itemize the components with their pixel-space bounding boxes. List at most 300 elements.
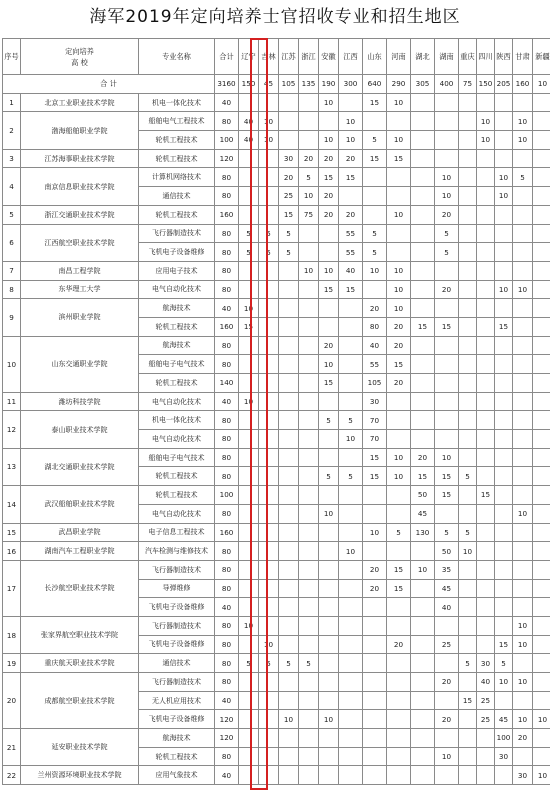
region-quota bbox=[239, 168, 259, 187]
region-quota: 10 bbox=[259, 112, 279, 131]
region-quota bbox=[387, 654, 411, 673]
school-name: 武汉船舶职业技术学院 bbox=[21, 486, 139, 523]
region-quota bbox=[239, 336, 259, 355]
region-quota bbox=[279, 411, 299, 430]
region-quota bbox=[239, 149, 259, 168]
region-quota: 10 bbox=[239, 392, 259, 411]
region-quota bbox=[259, 149, 279, 168]
region-quota bbox=[319, 224, 339, 243]
region-quota: 10 bbox=[387, 205, 411, 224]
region-quota bbox=[239, 355, 259, 374]
row-total: 80 bbox=[215, 654, 239, 673]
region-quota bbox=[339, 317, 363, 336]
row-index: 1 bbox=[3, 93, 21, 112]
region-quota bbox=[299, 560, 319, 579]
header-region: 陕西 bbox=[495, 39, 513, 75]
region-quota bbox=[533, 243, 550, 262]
region-quota bbox=[279, 542, 299, 561]
region-quota: 10 bbox=[363, 523, 387, 542]
row-total: 80 bbox=[215, 280, 239, 299]
region-quota: 15 bbox=[339, 168, 363, 187]
region-quota: 30 bbox=[495, 747, 513, 766]
region-quota: 55 bbox=[339, 224, 363, 243]
region-quota: 10 bbox=[435, 187, 459, 206]
table-row bbox=[3, 411, 550, 430]
major-name: 轮机工程技术 bbox=[139, 149, 215, 168]
region-quota: 45 bbox=[435, 579, 459, 598]
region-quota: 20 bbox=[435, 710, 459, 729]
major-name: 无人机应用技术 bbox=[139, 691, 215, 710]
region-quota: 10 bbox=[435, 448, 459, 467]
region-quota: 10 bbox=[259, 635, 279, 654]
sum-label: 合 计 bbox=[3, 75, 215, 94]
region-quota bbox=[279, 523, 299, 542]
region-quota bbox=[239, 691, 259, 710]
major-name: 飞行器制造技术 bbox=[139, 560, 215, 579]
table-row bbox=[3, 168, 550, 187]
row-index: 6 bbox=[3, 224, 21, 261]
region-quota bbox=[299, 467, 319, 486]
region-quota bbox=[319, 430, 339, 449]
table-row bbox=[3, 616, 550, 635]
region-quota bbox=[533, 448, 550, 467]
region-quota bbox=[411, 149, 435, 168]
region-quota bbox=[239, 486, 259, 505]
region-quota bbox=[299, 93, 319, 112]
region-quota bbox=[239, 504, 259, 523]
region-quota: 15 bbox=[411, 317, 435, 336]
region-quota bbox=[513, 355, 533, 374]
region-quota: 5 bbox=[459, 654, 477, 673]
region-quota bbox=[363, 766, 387, 785]
major-name: 飞行器制造技术 bbox=[139, 616, 215, 635]
region-quota bbox=[477, 243, 495, 262]
region-quota bbox=[279, 616, 299, 635]
region-quota: 15 bbox=[459, 691, 477, 710]
major-name: 轮机工程技术 bbox=[139, 131, 215, 150]
region-quota: 10 bbox=[339, 131, 363, 150]
region-quota: 15 bbox=[495, 317, 513, 336]
region-quota bbox=[533, 131, 550, 150]
region-quota bbox=[411, 336, 435, 355]
region-quota: 10 bbox=[513, 710, 533, 729]
row-total: 40 bbox=[215, 598, 239, 617]
row-total: 80 bbox=[215, 560, 239, 579]
region-quota bbox=[533, 560, 550, 579]
row-total: 40 bbox=[215, 392, 239, 411]
header-region: 辽宁 bbox=[239, 39, 259, 75]
row-total: 80 bbox=[215, 430, 239, 449]
enrollment-table bbox=[2, 38, 550, 785]
region-quota bbox=[477, 579, 495, 598]
table-row bbox=[3, 224, 550, 243]
region-quota: 10 bbox=[387, 299, 411, 318]
region-quota bbox=[495, 430, 513, 449]
region-quota bbox=[459, 374, 477, 393]
header-region: 四川 bbox=[477, 39, 495, 75]
region-quota bbox=[411, 168, 435, 187]
sum-value: 160 bbox=[513, 75, 533, 94]
school-name: 山东交通职业学院 bbox=[21, 336, 139, 392]
region-quota bbox=[495, 205, 513, 224]
region-quota bbox=[239, 205, 259, 224]
region-quota: 15 bbox=[435, 317, 459, 336]
region-quota bbox=[495, 598, 513, 617]
region-quota bbox=[495, 336, 513, 355]
region-quota bbox=[513, 336, 533, 355]
table-row bbox=[3, 654, 550, 673]
region-quota bbox=[319, 560, 339, 579]
table-row bbox=[3, 205, 550, 224]
region-quota bbox=[533, 374, 550, 393]
region-quota bbox=[279, 729, 299, 748]
major-name: 船舶电子电气技术 bbox=[139, 355, 215, 374]
region-quota bbox=[319, 616, 339, 635]
row-total: 80 bbox=[215, 187, 239, 206]
region-quota: 5 bbox=[459, 523, 477, 542]
region-quota bbox=[533, 486, 550, 505]
region-quota bbox=[477, 467, 495, 486]
region-quota bbox=[299, 448, 319, 467]
region-quota: 20 bbox=[319, 205, 339, 224]
region-quota bbox=[495, 542, 513, 561]
region-quota bbox=[259, 486, 279, 505]
row-total: 80 bbox=[215, 411, 239, 430]
row-total: 120 bbox=[215, 710, 239, 729]
region-quota: 15 bbox=[319, 280, 339, 299]
region-quota bbox=[299, 317, 319, 336]
region-quota bbox=[533, 691, 550, 710]
region-quota: 10 bbox=[513, 673, 533, 692]
region-quota bbox=[477, 430, 495, 449]
region-quota bbox=[363, 635, 387, 654]
region-quota bbox=[259, 336, 279, 355]
table-row bbox=[3, 523, 550, 542]
region-quota bbox=[363, 112, 387, 131]
region-quota bbox=[411, 766, 435, 785]
region-quota bbox=[411, 747, 435, 766]
region-quota bbox=[387, 504, 411, 523]
region-quota: 25 bbox=[435, 635, 459, 654]
region-quota: 40 bbox=[435, 598, 459, 617]
region-quota bbox=[363, 710, 387, 729]
region-quota bbox=[477, 729, 495, 748]
region-quota bbox=[411, 243, 435, 262]
region-quota bbox=[459, 560, 477, 579]
region-quota bbox=[339, 616, 363, 635]
region-quota bbox=[533, 149, 550, 168]
region-quota bbox=[459, 93, 477, 112]
school-name: 南京信息职业技术学院 bbox=[21, 168, 139, 205]
major-name: 电子信息工程技术 bbox=[139, 523, 215, 542]
region-quota bbox=[239, 766, 259, 785]
region-quota bbox=[363, 280, 387, 299]
region-quota: 40 bbox=[363, 336, 387, 355]
region-quota bbox=[299, 374, 319, 393]
school-name: 成都航空职业技术学院 bbox=[21, 673, 139, 729]
row-index: 7 bbox=[3, 261, 21, 280]
region-quota bbox=[411, 224, 435, 243]
school-name: 北京工业职业技术学院 bbox=[21, 93, 139, 112]
region-quota bbox=[459, 261, 477, 280]
row-total: 140 bbox=[215, 374, 239, 393]
major-name: 船舶电气工程技术 bbox=[139, 112, 215, 131]
header-region: 新疆 bbox=[533, 39, 550, 75]
region-quota bbox=[411, 710, 435, 729]
region-quota bbox=[435, 299, 459, 318]
region-quota bbox=[411, 579, 435, 598]
row-total: 80 bbox=[215, 504, 239, 523]
table-row bbox=[3, 729, 550, 748]
region-quota: 10 bbox=[387, 93, 411, 112]
region-quota: 20 bbox=[319, 149, 339, 168]
region-quota bbox=[533, 112, 550, 131]
sum-value: 640 bbox=[363, 75, 387, 94]
region-quota bbox=[339, 355, 363, 374]
region-quota: 5 bbox=[339, 411, 363, 430]
region-quota bbox=[299, 504, 319, 523]
region-quota: 15 bbox=[435, 486, 459, 505]
region-quota bbox=[319, 486, 339, 505]
region-quota bbox=[339, 93, 363, 112]
row-total: 80 bbox=[215, 616, 239, 635]
region-quota bbox=[387, 112, 411, 131]
region-quota bbox=[319, 654, 339, 673]
region-quota bbox=[299, 131, 319, 150]
region-quota bbox=[477, 392, 495, 411]
region-quota bbox=[533, 224, 550, 243]
region-quota bbox=[239, 411, 259, 430]
region-quota: 15 bbox=[279, 205, 299, 224]
row-total: 40 bbox=[215, 691, 239, 710]
major-name: 飞行器制造技术 bbox=[139, 224, 215, 243]
region-quota: 10 bbox=[387, 467, 411, 486]
region-quota bbox=[477, 411, 495, 430]
region-quota bbox=[477, 261, 495, 280]
page-title: 海军2019年定向培养士官招收专业和招生地区 bbox=[89, 7, 461, 27]
region-quota bbox=[459, 766, 477, 785]
region-quota bbox=[319, 635, 339, 654]
region-quota bbox=[279, 448, 299, 467]
region-quota bbox=[363, 486, 387, 505]
region-quota bbox=[259, 766, 279, 785]
region-quota bbox=[239, 467, 259, 486]
region-quota: 20 bbox=[387, 635, 411, 654]
region-quota bbox=[387, 598, 411, 617]
region-quota bbox=[259, 187, 279, 206]
region-quota: 10 bbox=[435, 168, 459, 187]
major-name: 飞机电子设备维修 bbox=[139, 243, 215, 262]
region-quota bbox=[411, 392, 435, 411]
region-quota bbox=[299, 411, 319, 430]
region-quota bbox=[495, 299, 513, 318]
region-quota bbox=[299, 579, 319, 598]
region-quota bbox=[319, 673, 339, 692]
region-quota bbox=[411, 635, 435, 654]
region-quota: 10 bbox=[279, 710, 299, 729]
row-index: 4 bbox=[3, 168, 21, 205]
region-quota: 20 bbox=[387, 336, 411, 355]
region-quota bbox=[533, 392, 550, 411]
major-name: 应用电子技术 bbox=[139, 261, 215, 280]
major-name: 航海技术 bbox=[139, 336, 215, 355]
region-quota bbox=[411, 112, 435, 131]
sum-value: 105 bbox=[279, 75, 299, 94]
region-quota bbox=[495, 560, 513, 579]
row-index: 14 bbox=[3, 486, 21, 523]
region-quota: 20 bbox=[387, 374, 411, 393]
region-quota: 5 bbox=[435, 243, 459, 262]
major-name: 通信技术 bbox=[139, 187, 215, 206]
region-quota: 10 bbox=[319, 131, 339, 150]
row-index: 5 bbox=[3, 205, 21, 224]
region-quota: 10 bbox=[387, 131, 411, 150]
row-total: 80 bbox=[215, 448, 239, 467]
school-name: 东华理工大学 bbox=[21, 280, 139, 299]
region-quota bbox=[339, 504, 363, 523]
region-quota bbox=[387, 168, 411, 187]
region-quota bbox=[339, 691, 363, 710]
region-quota bbox=[533, 673, 550, 692]
region-quota bbox=[339, 392, 363, 411]
region-quota bbox=[459, 673, 477, 692]
region-quota bbox=[477, 149, 495, 168]
region-quota: 20 bbox=[411, 448, 435, 467]
school-name: 重庆航天职业技术学院 bbox=[21, 654, 139, 673]
region-quota bbox=[363, 616, 387, 635]
region-quota bbox=[259, 598, 279, 617]
sum-value: 150 bbox=[239, 75, 259, 94]
region-quota bbox=[495, 355, 513, 374]
region-quota: 30 bbox=[279, 149, 299, 168]
region-quota bbox=[279, 747, 299, 766]
region-quota bbox=[533, 616, 550, 635]
region-quota: 10 bbox=[387, 448, 411, 467]
row-total: 80 bbox=[215, 579, 239, 598]
region-quota bbox=[299, 616, 319, 635]
region-quota bbox=[279, 374, 299, 393]
region-quota: 10 bbox=[259, 131, 279, 150]
school-name: 湖南汽车工程职业学院 bbox=[21, 542, 139, 561]
region-quota bbox=[533, 93, 550, 112]
region-quota bbox=[477, 280, 495, 299]
row-index: 20 bbox=[3, 673, 21, 729]
region-quota bbox=[259, 710, 279, 729]
region-quota bbox=[259, 299, 279, 318]
region-quota bbox=[513, 243, 533, 262]
region-quota: 70 bbox=[363, 411, 387, 430]
region-quota bbox=[239, 430, 259, 449]
region-quota bbox=[435, 411, 459, 430]
region-quota: 15 bbox=[495, 635, 513, 654]
table-row bbox=[3, 261, 550, 280]
table-row bbox=[3, 766, 550, 785]
school-name: 泰山职业技术学院 bbox=[21, 411, 139, 448]
region-quota bbox=[459, 280, 477, 299]
region-quota bbox=[533, 747, 550, 766]
region-quota: 15 bbox=[319, 374, 339, 393]
region-quota bbox=[279, 579, 299, 598]
row-index: 17 bbox=[3, 560, 21, 616]
region-quota bbox=[299, 635, 319, 654]
region-quota bbox=[363, 691, 387, 710]
region-quota bbox=[533, 654, 550, 673]
region-quota: 55 bbox=[339, 243, 363, 262]
region-quota: 25 bbox=[477, 691, 495, 710]
header-region: 吉林 bbox=[259, 39, 279, 75]
region-quota bbox=[239, 747, 259, 766]
region-quota: 5 bbox=[459, 467, 477, 486]
region-quota bbox=[363, 504, 387, 523]
header-school-line1: 定向培养 bbox=[65, 46, 94, 56]
major-name: 电气自动化技术 bbox=[139, 504, 215, 523]
sum-value: 190 bbox=[319, 75, 339, 94]
region-quota bbox=[339, 579, 363, 598]
region-quota bbox=[259, 317, 279, 336]
region-quota bbox=[477, 205, 495, 224]
region-quota: 5 bbox=[435, 523, 459, 542]
sum-row bbox=[3, 75, 550, 94]
sum-value: 290 bbox=[387, 75, 411, 94]
region-quota: 75 bbox=[299, 205, 319, 224]
region-quota bbox=[299, 673, 319, 692]
region-quota: 10 bbox=[339, 112, 363, 131]
major-name: 电气自动化技术 bbox=[139, 430, 215, 449]
region-quota: 20 bbox=[363, 560, 387, 579]
school-name: 武昌职业学院 bbox=[21, 523, 139, 542]
region-quota bbox=[459, 411, 477, 430]
region-quota bbox=[477, 336, 495, 355]
header-region: 河南 bbox=[387, 39, 411, 75]
region-quota bbox=[259, 448, 279, 467]
region-quota bbox=[513, 93, 533, 112]
major-name: 导弹维修 bbox=[139, 579, 215, 598]
region-quota bbox=[259, 691, 279, 710]
row-index: 11 bbox=[3, 392, 21, 411]
region-quota bbox=[387, 691, 411, 710]
region-quota bbox=[339, 187, 363, 206]
region-quota: 10 bbox=[339, 542, 363, 561]
row-total: 40 bbox=[215, 93, 239, 112]
region-quota: 10 bbox=[319, 504, 339, 523]
region-quota bbox=[495, 691, 513, 710]
region-quota bbox=[319, 729, 339, 748]
region-quota bbox=[459, 579, 477, 598]
major-name: 轮机工程技术 bbox=[139, 467, 215, 486]
region-quota bbox=[259, 467, 279, 486]
region-quota: 20 bbox=[279, 168, 299, 187]
region-quota: 20 bbox=[387, 317, 411, 336]
major-name: 船舶电子电气技术 bbox=[139, 448, 215, 467]
region-quota bbox=[387, 243, 411, 262]
region-quota bbox=[387, 766, 411, 785]
row-total: 80 bbox=[215, 747, 239, 766]
header-region: 浙江 bbox=[299, 39, 319, 75]
region-quota: 15 bbox=[363, 448, 387, 467]
region-quota bbox=[339, 560, 363, 579]
region-quota bbox=[459, 710, 477, 729]
region-quota bbox=[259, 280, 279, 299]
region-quota bbox=[477, 317, 495, 336]
region-quota bbox=[533, 205, 550, 224]
region-quota bbox=[339, 523, 363, 542]
region-quota bbox=[477, 299, 495, 318]
region-quota bbox=[339, 598, 363, 617]
region-quota: 15 bbox=[239, 317, 259, 336]
region-quota bbox=[495, 243, 513, 262]
major-name: 飞机电子设备维修 bbox=[139, 710, 215, 729]
table-row bbox=[3, 93, 550, 112]
